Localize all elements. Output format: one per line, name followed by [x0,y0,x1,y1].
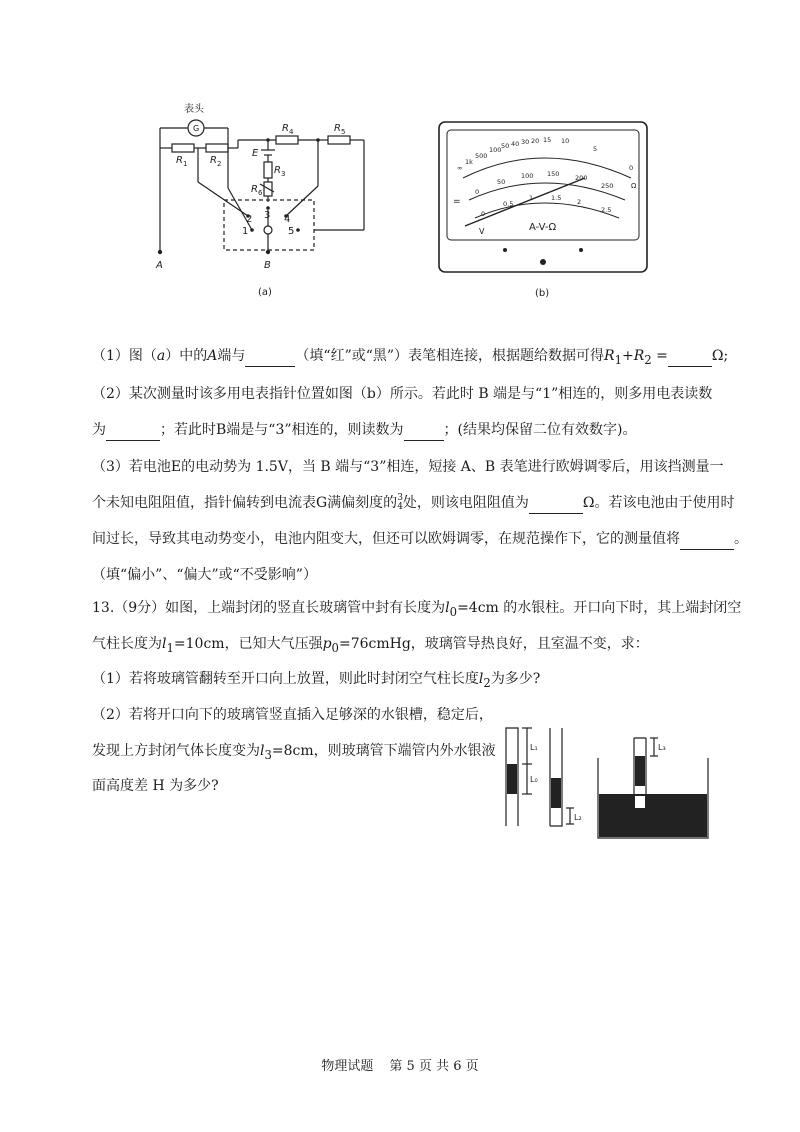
label-l0: L₀ [530,775,538,784]
q1-r2: R [633,348,645,364]
switch-pos-3: 3 [264,210,271,221]
q1-r1-sub: 1 [614,352,623,367]
multimeter-dial [435,118,655,303]
mid-tick-1: 50 [497,178,506,186]
circuit-diagram [148,100,388,300]
footer-subject: 物理试题 [321,1059,374,1074]
low-tick-5: 2.5 [601,206,612,214]
low-tick-2: 1 [529,194,534,202]
q13-l3-sub: 3 [264,747,272,762]
q1-text-c: ）中的 [165,348,208,364]
r2-sub: 2 [217,160,222,168]
q2-blank-1[interactable] [106,420,160,441]
q13-line-2 [92,634,649,658]
figure-b-caption: (b) [535,288,550,299]
mercury-column-1 [507,764,517,794]
label-l3: L₃ [658,743,666,752]
q13-line-1 [92,598,741,622]
q13-sub-2: （2）若将开口向下的玻璃管竖直插入足够深的水银槽，稳定后， [92,707,493,723]
q1-text-f: （填“红”或“黑”）表笔相连接，根据题给数据可得 [295,348,605,364]
r3-label: R [274,165,281,176]
meter-symbol: G [193,124,200,133]
q2-line-2 [92,420,636,441]
q1-text-e: 端与 [217,348,246,364]
mercury-column-3 [635,756,645,786]
q13-sub1-text-a: （1）若将玻璃管翻转至开口向上放置，则此时封闭空气柱长度 [92,671,479,687]
ohm-tick-4: 50 [501,142,510,150]
q1-blank-pen[interactable] [245,346,295,367]
q13-l2: l [478,671,484,687]
left-mark: = [453,197,461,207]
q3-line-1: （3）若电池E的电动势为 1.5V，当 B 端与“3”相连，短接 A、B 表笔进行欧姆调零后，用该挡测量一 [92,459,724,475]
q3-text-c: Ω。若该电池由于使用时 [582,495,735,511]
q2-text-b: ；若此时B端是与“3”相连的，则读数为 [160,422,404,438]
ohm-tick-6: 30 [521,138,530,146]
mid-tick-5: 250 [601,182,614,190]
terminal-a-label: A [156,260,163,271]
q3-frac-den: 4 [397,502,403,512]
q1-blank-value[interactable] [668,346,712,367]
ohm-tick-1: 1k [465,158,473,166]
q13-p0-sub: 0 [331,640,339,655]
low-tick-3: 1.5 [551,194,562,202]
q13-text-2a: 气柱长度为 [92,636,162,652]
q1-line [92,346,728,370]
ohm-tick-2: 500 [475,152,488,160]
ohm-tick-3: 100 [489,146,502,154]
pointer-needle [465,178,585,226]
q13-sub2b-text-b: =8cm，则玻璃管下端管内外水银液 [271,743,496,759]
meter-label: 表头 [184,104,204,115]
r1-sub: 1 [183,160,188,168]
q1-r2-sub: 2 [644,352,652,367]
low-tick-0: 0 [481,210,486,218]
q1-plus: + [622,348,634,364]
r1-label: R [176,155,183,166]
r5-sub: 5 [341,128,346,136]
switch-pos-1: 1 [242,226,249,237]
q13-sub2b-text-a: 发现上方封闭气体长度变为 [92,743,260,759]
q13-sub-2b [92,741,496,765]
q3-text-3a: 间过长，导致其电动势变小，电池内阻变大，但还可以欧姆调零，在规范操作下，它的测量值将 [92,531,680,547]
tube-3-gap [635,796,645,808]
terminal-b-label: B [264,260,271,271]
q13-sub-1 [92,669,540,693]
mercury-bath [599,794,707,837]
q2-text-c: ；(结果均保留二位有效数字)。 [443,422,637,438]
mid-tick-4: 200 [575,174,588,182]
glass-tube-diagram [498,722,712,840]
r6-sub: 6 [258,189,263,197]
q13-l2-sub: 2 [483,675,491,690]
q2-line-1: （2）某次测量时该多用电表指针位置如图（b）所示。若此时 B 端是与“1”相连的，则多用电表读数 [92,386,713,402]
r5-label: R [334,123,341,134]
q3-text-a: 个未知电阻阻值，指针偏转到电流表G满偏刻度的 [92,495,398,511]
figure-a-caption: (a) [258,287,272,298]
q1-r1: R [604,348,615,364]
q13-l1-sub: 1 [166,640,174,655]
ohm-tick-7: 20 [531,137,540,145]
q3-blank-1[interactable] [529,493,583,514]
label-l1: L₁ [530,743,538,752]
q1-terminal: A [207,348,218,364]
ohm-tick-10: 5 [593,145,598,153]
r4-label: R [282,123,289,134]
q1-text-a: （1）图（ [92,348,157,364]
q3-text-b: 处，则该电阻阻值为 [402,495,529,511]
switch-pos-5: 5 [288,226,295,237]
footer-page-number: 第 5 页 共 6 页 [389,1059,479,1074]
q1-unit: Ω; [711,348,729,364]
q3-line-2 [92,493,735,514]
q3-line-3 [92,529,748,550]
q2-blank-2[interactable] [404,420,444,441]
q13-l0: l [445,600,450,616]
mid-tick-0: 0 [475,188,480,196]
ohm-tick-8: 15 [543,136,552,144]
r4-sub: 4 [289,128,294,136]
mid-tick-3: 150 [547,170,560,178]
right-mark: Ω [631,182,637,190]
q3-line-4: （填“偏小”、“偏大”或“不受影响”） [92,567,317,583]
q1-fig-ref: a [156,348,166,364]
battery-label: E [252,148,259,159]
r3-sub: 3 [281,170,286,178]
r6-label: R [251,184,258,195]
q13-l3: l [260,743,265,759]
v-mark: V [479,227,485,236]
ohm-tick-5: 40 [511,140,520,148]
q13-sub1-text-b: 为多少? [490,671,541,687]
q3-frac-num: 3 [397,493,403,503]
q13-text-1b: =4cm 的水银柱。开口向下时，其上端封闭空 [457,600,742,616]
q1-eq: = [651,348,668,364]
q13-text-1a: 13.（9分）如图，上端封闭的竖直长玻璃管中封有长度为 [92,600,446,616]
ohm-tick-11: 0 [629,164,634,172]
low-tick-1: 0.5 [503,200,514,208]
q13-text-2b: =10cm，已知大气压强 [173,636,323,652]
q13-l0-sub: 0 [449,604,458,619]
q13-text-2c: =76cmHg，玻璃管导热良好，且室温不变，求： [338,636,649,652]
r2-label: R [210,155,217,166]
meter-frame [439,122,647,272]
low-arc [475,203,619,218]
tube-2 [550,728,562,826]
q13-p0: p [322,636,332,652]
label-l2: L₂ [574,813,582,822]
q13-l1: l [162,636,167,652]
switch-pos-4: 4 [284,214,291,225]
switch-pos-2: 2 [246,214,253,225]
mercury-column-2 [551,778,561,808]
page-footer [0,1055,800,1074]
q3-text-3b: 。 [734,531,748,547]
ohm-tick-9: 10 [561,137,570,145]
q13-sub-2c: 面高度差 H 为多少? [92,778,219,794]
q3-blank-2[interactable] [680,529,734,550]
low-tick-4: 2 [577,198,582,206]
ohm-tick-0: ∞ [457,164,463,172]
q2-text-a: 为 [92,422,106,438]
mid-tick-2: 100 [521,172,534,180]
dial-label: A-V-Ω [529,222,557,233]
